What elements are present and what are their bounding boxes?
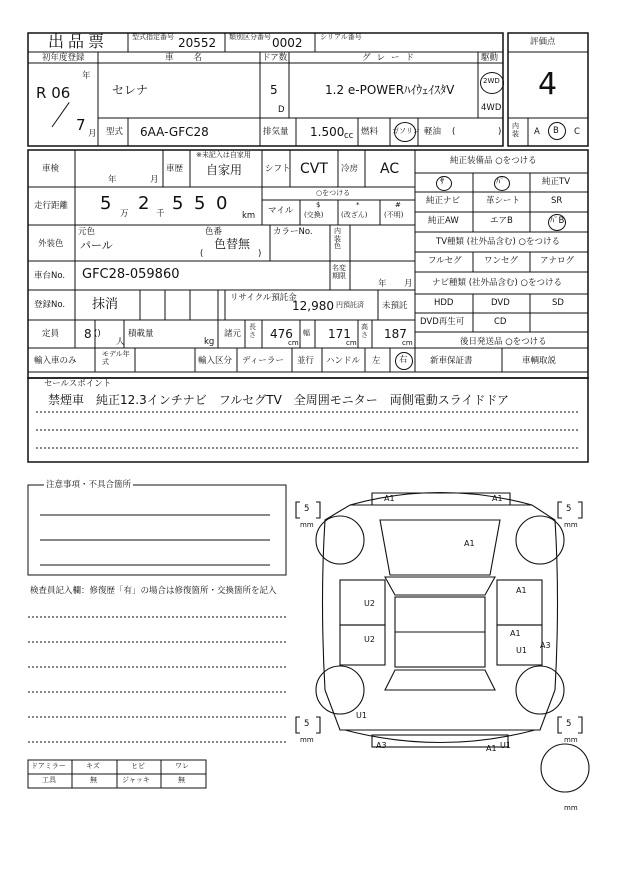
equip-r3-c2: エアB: [490, 216, 513, 226]
first-reg-month: 7: [76, 116, 86, 134]
modified-mark: *: [356, 201, 360, 209]
later-item-2: 車輌取説: [522, 356, 557, 366]
mileage-unit: km: [242, 211, 256, 221]
registration-label: 登録No.: [34, 300, 66, 310]
mileage-man: 万: [120, 209, 129, 219]
tv-type-label: TV種類 (社外品含む) ○をつける: [436, 237, 560, 247]
import-class-label: 輸入区分: [198, 356, 233, 366]
circle-note: ○をつける: [316, 189, 351, 197]
inspection-label: 車検: [42, 164, 60, 174]
inspection-month-label: 月: [150, 175, 159, 185]
parts-header-2: キズ: [86, 762, 100, 770]
interior-c: C: [574, 127, 580, 137]
repaint-paren-close: ): [258, 249, 262, 259]
equip-r3-c1: 純正AW: [428, 216, 459, 226]
tire-rr-depth: 5: [566, 719, 572, 729]
mark-right-front-door: A1: [516, 586, 527, 595]
import-parallel: 並行: [297, 356, 315, 366]
mark-right-rear-3: A3: [540, 641, 551, 650]
first-reg-year: R 06: [36, 84, 71, 102]
fuel-other-open: (: [452, 127, 456, 137]
name-change-month-label: 月: [404, 279, 413, 289]
height-label: 高さ: [361, 323, 368, 339]
tire-rl-unit: mm: [300, 736, 314, 744]
exchange-label: (交換): [304, 211, 324, 219]
load-label: 積載量: [128, 329, 154, 339]
mileage-digit-1: 5: [100, 193, 112, 214]
tire-rl-depth: 5: [304, 719, 310, 729]
name-change-year-label: 年: [378, 279, 387, 289]
interior-b: B: [553, 126, 559, 136]
mileage-digit-5: 0: [216, 193, 228, 214]
mark-rear-right-1: A1: [486, 744, 497, 753]
shift-value: CVT: [300, 161, 328, 177]
length-label: 長さ: [249, 323, 256, 339]
sales-point-text: 禁煙車 純正12.3インチナビ フルセグTV 全周囲モニター 両側電動スライドドア: [48, 393, 510, 407]
handle-label: ハンドル: [326, 356, 361, 366]
handle-right: 右: [399, 355, 408, 365]
dims-label: 諸元: [224, 329, 242, 339]
sales-point-label: セールスポイント: [44, 379, 112, 389]
equip-r3-c3: ﾊﾟB: [550, 216, 565, 226]
mark-rear-left: A3: [376, 741, 387, 750]
length-unit: cm: [288, 339, 299, 347]
tv-item-2: ワンセグ: [484, 256, 519, 266]
shift-label: シフト: [265, 164, 291, 174]
registration-value: 抹消: [92, 297, 119, 312]
mark-right-rear-2: U1: [516, 646, 527, 655]
capacity-label: 定員: [42, 329, 60, 339]
first-reg-label: 初年度登録: [42, 53, 85, 63]
navi-r2-c1: DVD再生可: [420, 317, 465, 327]
later-item-1: 新車保証書: [430, 356, 473, 366]
model-value: 6AA-GFC28: [140, 125, 209, 139]
spare-tire-unit: mm: [564, 804, 578, 812]
length-value: 476: [270, 327, 293, 341]
parts-header-4: ワレ: [175, 762, 189, 770]
chassis-label: 車台No.: [34, 271, 66, 281]
equip-r1-c1: ｻ: [440, 177, 445, 187]
factory-equipment-label: 純正装備品 ○をつける: [450, 156, 537, 166]
drive-2wd: 2WD: [483, 77, 500, 85]
doors-suffix: D: [278, 105, 285, 115]
grade-value: 1.2 e-POWERﾊｲｳｪｲｽﾀV: [325, 83, 455, 97]
history-label: 車歴: [166, 164, 184, 174]
year-label: 年: [82, 71, 91, 81]
capacity-value: 8: [84, 327, 92, 341]
mileage-label: 走行距離: [34, 201, 69, 211]
form-title: 出品票: [48, 32, 109, 51]
mileage-digit-4: 5: [194, 193, 206, 214]
color-code-label: カラーNo.: [273, 227, 313, 237]
parts-cell-4: 無: [178, 776, 185, 784]
model-no: 20552: [178, 36, 217, 50]
score-value: 4: [538, 67, 558, 102]
model-year-label: モデル年式: [102, 350, 130, 366]
recycle-suffix: 円預託済: [336, 301, 364, 309]
later-shipping-label: 後日発送品 ○をつける: [460, 337, 547, 347]
equip-r1-c3: 純正TV: [542, 177, 571, 187]
name-change-label: 名変期限: [332, 264, 346, 280]
parts-header-1: ドアミラー: [31, 762, 66, 770]
equip-r1-c2: ﾊﾟ: [496, 177, 505, 187]
fuel-diesel: 軽油: [424, 127, 442, 137]
navi-r2-c2: CD: [494, 317, 507, 327]
mileage-sen: 千: [156, 209, 165, 219]
mile-label: マイル: [268, 206, 294, 216]
model-no-label: 型式指定番号: [132, 33, 174, 41]
history-note: ※未記入は自家用: [196, 151, 251, 159]
navi-r1-c3: SD: [552, 298, 564, 308]
car-name-label: 車名: [165, 53, 223, 63]
month-label: 月: [88, 129, 97, 139]
color-no-label: 色番: [205, 227, 223, 237]
repaint-value: 色替無: [214, 237, 251, 251]
score-label: 評価点: [530, 37, 556, 47]
interior-a: A: [534, 127, 540, 137]
ac-label: 冷房: [341, 164, 359, 174]
mark-left-front-door: U2: [364, 599, 375, 608]
navi-type-label: ナビ種類 (社外品含む) ○をつける: [432, 278, 562, 288]
capacity-suffix: (): [94, 329, 101, 339]
parts-cell-3: ジャッキ: [122, 776, 150, 784]
parts-header-3: ヒビ: [131, 762, 145, 770]
height-unit: cm: [402, 339, 413, 347]
interior-color-label: 内装色: [334, 227, 341, 251]
tire-fl-unit: mm: [300, 521, 314, 529]
equip-r2-c1: 純正ナビ: [426, 196, 461, 206]
parts-cell-1: 工具: [42, 776, 56, 784]
mark-hood: A1: [464, 539, 475, 548]
mark-front-left: A1: [384, 494, 395, 503]
mark-front-right: A1: [492, 494, 503, 503]
model-label: 型式: [106, 127, 124, 137]
equip-r2-c2: 革シート: [486, 196, 521, 206]
tire-fl-depth: 5: [304, 504, 310, 514]
grade-label: グレード: [362, 53, 421, 63]
inspection-year-label: 年: [108, 175, 117, 185]
recycle-label: リサイクル預託金: [230, 293, 297, 303]
tire-rr-unit: mm: [564, 736, 578, 744]
orig-color: パール: [80, 239, 113, 252]
modified-label: (改ざん): [341, 211, 368, 219]
navi-r1-c2: DVD: [491, 298, 510, 308]
navi-r1-c1: HDD: [434, 298, 454, 308]
capacity-unit: 人: [116, 337, 125, 347]
import-label: 輸入車のみ: [34, 356, 77, 366]
inspector-label: 検査員記入欄：修復歴「有」の場合は修復箇所・交換箇所を記入: [30, 586, 277, 596]
tv-item-1: フルセグ: [428, 256, 462, 266]
drive-label: 駆動: [481, 53, 499, 63]
notes-label: 注意事項・不具合箇所: [46, 480, 132, 490]
tv-item-3: アナログ: [540, 256, 575, 266]
mileage-digit-2: 2: [138, 193, 150, 214]
category-no: 0002: [272, 36, 303, 50]
orig-color-label: 元色: [78, 227, 96, 237]
exchange-mark: $: [316, 201, 321, 209]
doors-label: ドア数: [262, 53, 288, 63]
fuel-label: 燃料: [361, 127, 379, 137]
load-unit: kg: [204, 337, 215, 347]
doors-value: 5: [270, 83, 278, 97]
height-value: 187: [384, 327, 407, 341]
car-name: セレナ: [112, 83, 149, 97]
displacement-label: 排気量: [263, 127, 289, 137]
unknown-label: (不明): [384, 211, 404, 219]
recycle-unpaid: 未預託: [382, 301, 408, 311]
recycle-value: 12,980: [292, 299, 334, 313]
history-value: 自家用: [206, 163, 243, 177]
parts-cell-2: 無: [90, 776, 97, 784]
import-dealer: ディーラー: [242, 356, 284, 366]
mark-left-rear-door: U2: [364, 635, 375, 644]
color-label: 外装色: [38, 239, 64, 249]
ac-value: AC: [380, 161, 400, 177]
tire-fr-depth: 5: [566, 504, 572, 514]
fuel-gas: ガソリン: [392, 127, 420, 135]
displacement-unit: cc: [344, 131, 354, 141]
repaint-paren-open: (: [200, 249, 204, 259]
fuel-other-close: ): [498, 127, 502, 137]
unknown-mark: #: [395, 201, 401, 209]
mark-rear-right-2: U1: [500, 741, 511, 750]
mark-right-rear-1: A1: [510, 629, 521, 638]
chassis-value: GFC28-059860: [82, 267, 180, 282]
width-label: 幅: [303, 329, 310, 337]
interior-label: 内装: [512, 122, 519, 138]
mark-left-rear-wheel: U1: [356, 711, 367, 720]
width-unit: cm: [346, 339, 357, 347]
handle-left: 左: [372, 356, 381, 366]
category-no-label: 類別区分番号: [229, 33, 271, 41]
serial-label: シリアル番号: [320, 33, 362, 41]
displacement-value: 1.500: [310, 125, 345, 139]
mileage-digit-3: 5: [172, 193, 184, 214]
width-value: 171: [328, 327, 351, 341]
tire-fr-unit: mm: [564, 521, 578, 529]
equip-r2-c3: SR: [551, 196, 563, 206]
drive-4wd: 4WD: [481, 103, 502, 113]
